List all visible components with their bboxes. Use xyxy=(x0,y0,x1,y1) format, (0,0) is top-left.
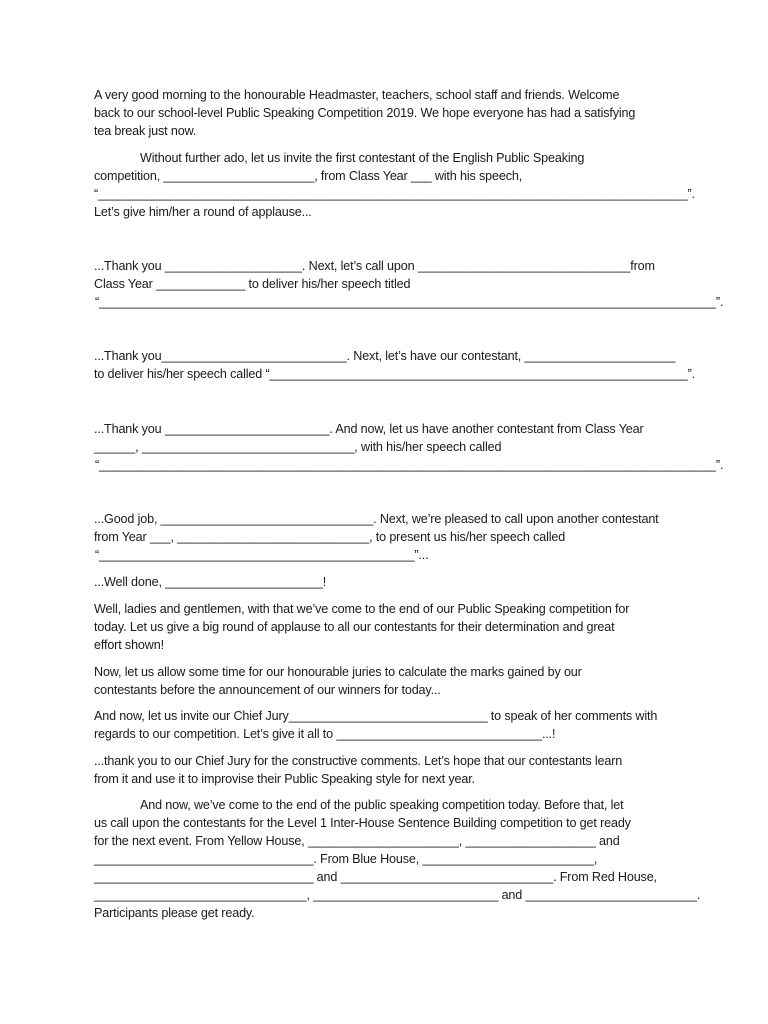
text-line: back to our school-level Public Speaking Competition 2019. We hope everyone has had a satisfying xyxy=(94,106,636,120)
text-line: us call upon the contestants for the Level 1 Inter-House Sentence Building competition to get ready xyxy=(94,816,631,830)
text-line: to deliver his/her speech called “_____________________________________________________________”. xyxy=(94,367,695,381)
text-line: Without further ado, let us invite the first contestant of the English Public Speaking xyxy=(140,151,585,165)
text-line: ...Thank you ________________________. And now, let us have another contestant from Class Year xyxy=(94,422,644,436)
text-line: contestants before the announcement of our winners for today... xyxy=(94,683,441,697)
text-line: A very good morning to the honourable Headmaster, teachers, school staff and friends. Welcome xyxy=(94,88,620,102)
text-line: Well, ladies and gentlemen, with that we’ve come to the end of our Public Speaking competition for xyxy=(94,602,630,616)
text-line: effort shown! xyxy=(94,638,164,652)
text-line: “______________________________________________”... xyxy=(95,548,429,562)
text-line: ...Good job, _______________________________. Next, we’re pleased to call upon another contestant xyxy=(94,512,659,526)
text-line: Now, let us allow some time for our honourable juries to calculate the marks gained by our xyxy=(94,665,582,679)
text-line: ...Thank you ____________________. Next, let’s call upon _______________________________from xyxy=(94,259,655,273)
text-line: Participants please get ready. xyxy=(94,906,255,920)
text-line: ______, _______________________________, with his/her speech called xyxy=(94,440,502,454)
text-line: “__________________________________________________________________________________________”. xyxy=(95,458,724,472)
text-line: ...Thank you___________________________. Next, let’s have our contestant, ______________________ xyxy=(94,349,676,363)
text-line: competition, ______________________, from Class Year ___ with his speech, xyxy=(94,169,523,183)
text-line: ________________________________. From Blue House, _________________________, xyxy=(94,852,598,866)
text-line: Let’s give him/her a round of applause... xyxy=(94,205,312,219)
text-line: from Year ___, ____________________________, to present us his/her speech called xyxy=(94,530,566,544)
text-line: “__________________________________________________________________________________________”. xyxy=(95,295,724,309)
text-line: from it and use it to improvise their Public Speaking style for next year. xyxy=(94,772,475,786)
text-line: _______________________________, ___________________________ and _________________________. xyxy=(94,888,701,902)
text-line: Class Year _____________ to deliver his/her speech titled xyxy=(94,277,411,291)
text-line: tea break just now. xyxy=(94,124,197,138)
text-line: And now, let us invite our Chief Jury_____________________________ to speak of her comments with xyxy=(94,709,658,723)
text-line: And now, we’ve come to the end of the public speaking competition today. Before that, let xyxy=(140,798,624,812)
text-line: regards to our competition. Let’s give it all to ______________________________...! xyxy=(94,727,556,741)
text-line: for the next event. From Yellow House, ______________________, ___________________ and xyxy=(94,834,620,848)
text-line: ________________________________ and _______________________________. From Red House, xyxy=(94,870,657,884)
text-line: “______________________________________________________________________________________”. xyxy=(94,187,695,201)
text-line: ...Well done, _______________________! xyxy=(94,575,327,589)
text-line: ...thank you to our Chief Jury for the constructive comments. Let’s hope that our contestants learn xyxy=(94,754,623,768)
text-line: today. Let us give a big round of applause to all our contestants for their determination and great xyxy=(94,620,615,634)
